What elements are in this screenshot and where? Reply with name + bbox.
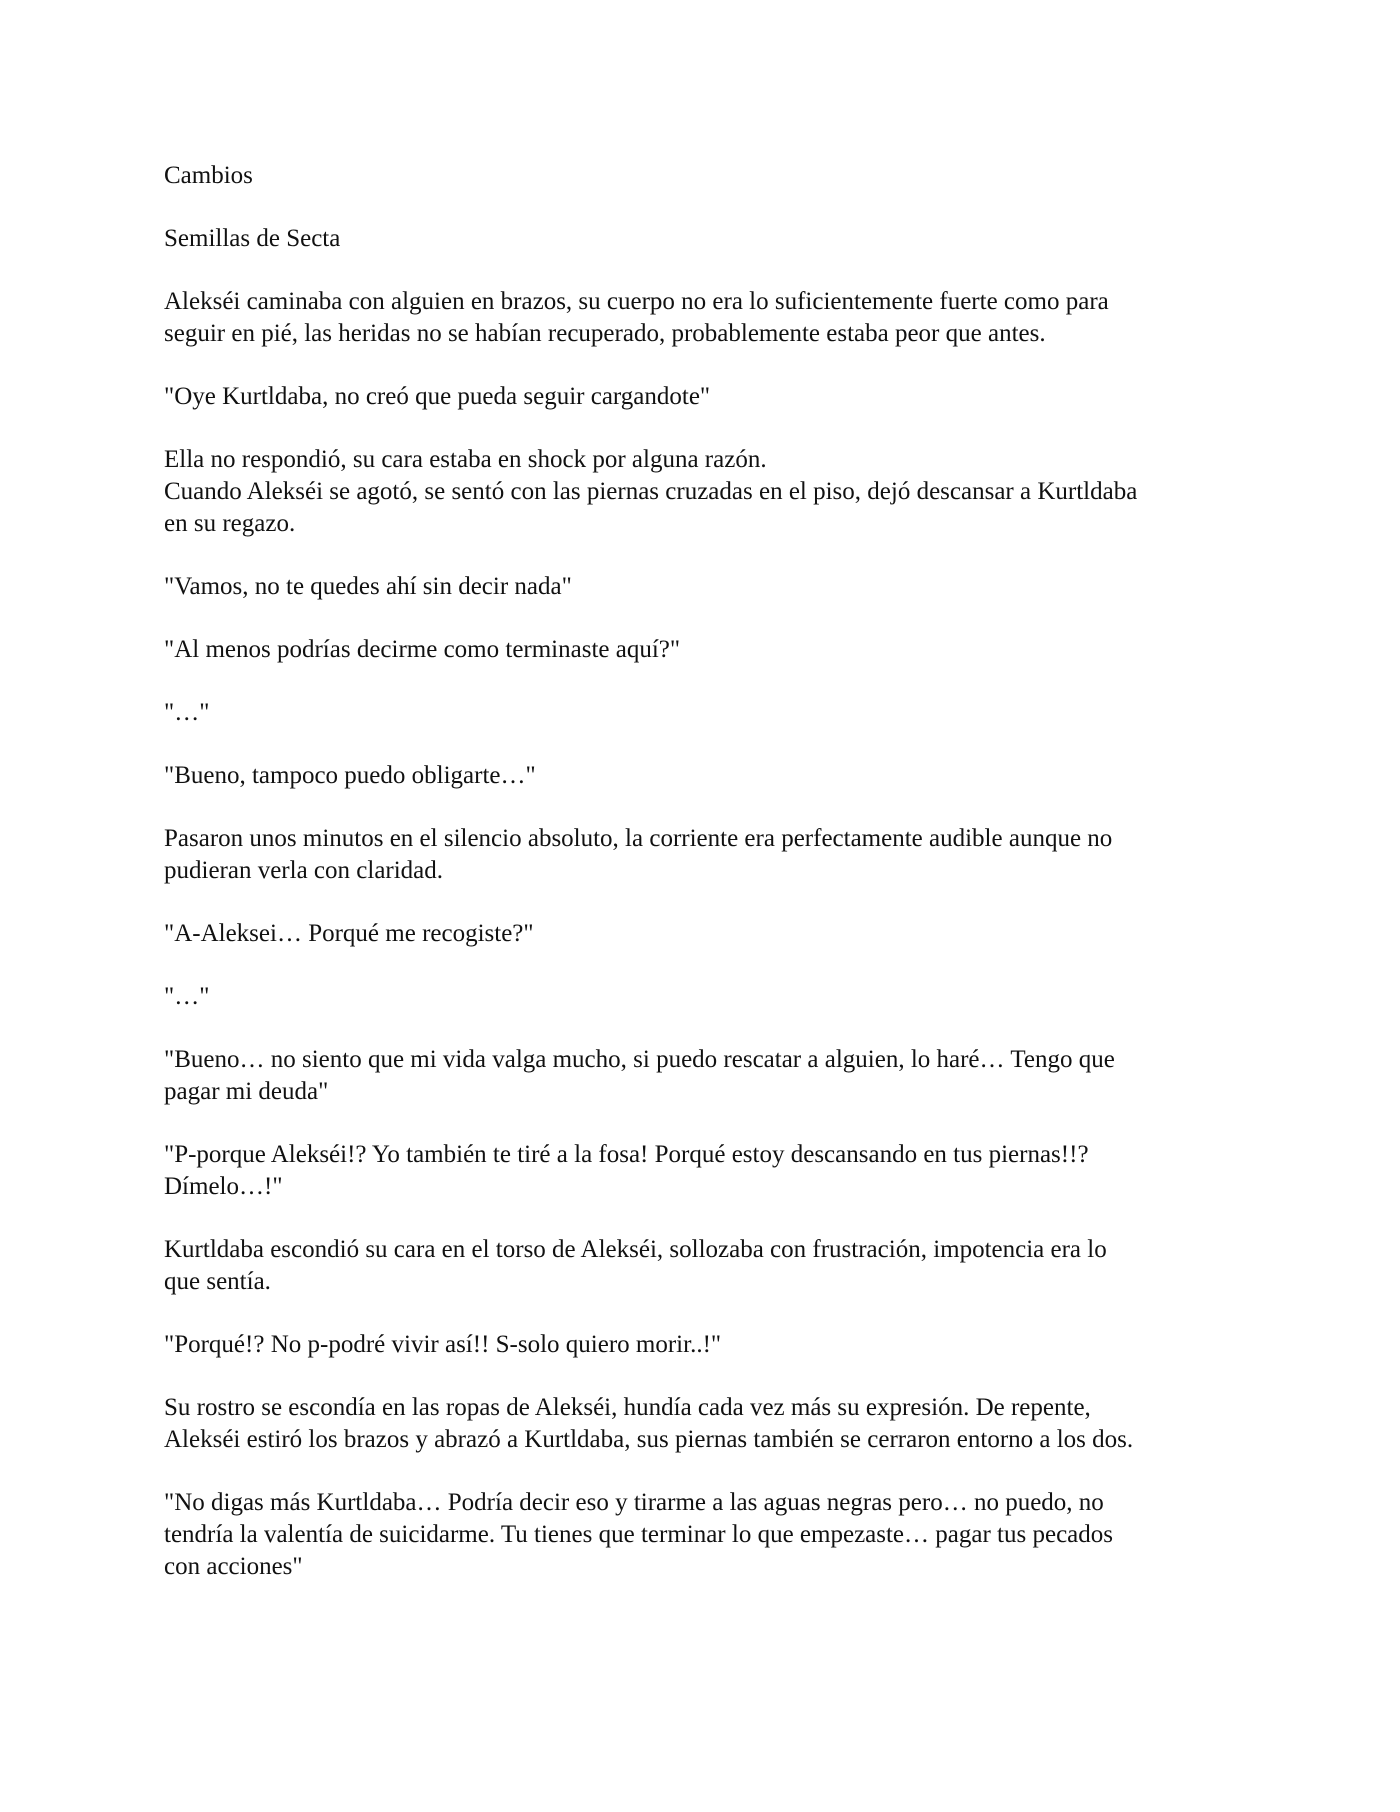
paragraph-line: Su rostro se escondía en las ropas de Alekséi, hundía cada vez más su expresión. De repente, — [164, 1394, 1091, 1421]
paragraph-line: pudieran verla con claridad. — [164, 857, 444, 884]
paragraph — [164, 381, 1254, 413]
paragraph-line: "…" — [164, 699, 210, 726]
paragraph-line: "…" — [164, 983, 210, 1010]
paragraph-line: Ella no respondió, su cara estaba en shock por alguna razón. — [164, 446, 767, 473]
paragraph — [164, 634, 1254, 666]
paragraph — [164, 1044, 1254, 1108]
paragraph — [164, 981, 1254, 1013]
paragraph-line: tendría la valentía de suicidarme. Tu tienes que terminar lo que empezaste… pagar tus pecados — [164, 1521, 1113, 1548]
paragraph — [164, 444, 1254, 540]
paragraph — [164, 760, 1254, 792]
paragraph — [164, 1139, 1254, 1203]
paragraph — [164, 1392, 1254, 1456]
paragraph-line: "Oye Kurtldaba, no creó que pueda seguir cargandote" — [164, 383, 711, 410]
paragraph — [164, 1487, 1254, 1583]
paragraph-line: que sentía. — [164, 1268, 271, 1295]
paragraph-line: "Porqué!? No p-podré vivir así!! S-solo quiero morir..!" — [164, 1331, 722, 1358]
paragraph — [164, 286, 1254, 350]
paragraph-line: "Bueno, tampoco puedo obligarte…" — [164, 762, 536, 789]
paragraph — [164, 1329, 1254, 1361]
document-body — [164, 160, 1254, 1614]
paragraph-line: Dímelo…!" — [164, 1173, 283, 1200]
paragraph — [164, 823, 1254, 887]
document-subtitle: Semillas de Secta — [164, 225, 341, 252]
paragraph-line: Alekséi estiró los brazos y abrazó a Kurtldaba, sus piernas también se cerraron entorno a los dos. — [164, 1426, 1134, 1453]
paragraph-line: Pasaron unos minutos en el silencio absoluto, la corriente era perfectamente audible aunque no — [164, 825, 1113, 852]
paragraph-line: "Al menos podrías decirme como terminaste aquí?" — [164, 636, 681, 663]
paragraph-line: "No digas más Kurtldaba… Podría decir eso y tirarme a las aguas negras pero… no puedo, no — [164, 1489, 1104, 1516]
paragraph — [164, 571, 1254, 603]
paragraph-line: Alekséi caminaba con alguien en brazos, su cuerpo no era lo suficientemente fuerte como para — [164, 288, 1109, 315]
paragraph — [164, 918, 1254, 950]
paragraph-line: "Bueno… no siento que mi vida valga mucho, si puedo rescatar a alguien, lo haré… Tengo que — [164, 1046, 1115, 1073]
document-title: Cambios — [164, 162, 253, 189]
paragraph-line: "Vamos, no te quedes ahí sin decir nada" — [164, 573, 572, 600]
paragraph-list — [164, 286, 1254, 1583]
paragraph-line: "A-Aleksei… Porqué me recogiste?" — [164, 920, 534, 947]
paragraph — [164, 1234, 1254, 1298]
paragraph-line: Kurtldaba escondió su cara en el torso de Alekséi, sollozaba con frustración, impotencia era lo — [164, 1236, 1107, 1263]
paragraph-line: en su regazo. — [164, 510, 296, 537]
paragraph-line: Cuando Alekséi se agotó, se sentó con las piernas cruzadas en el piso, dejó descansar a Kurtldaba — [164, 478, 1138, 505]
paragraph-line: pagar mi deuda" — [164, 1078, 329, 1105]
paragraph-line: seguir en pié, las heridas no se habían recuperado, probablemente estaba peor que antes. — [164, 320, 1046, 347]
paragraph-line: "P-porque Alekséi!? Yo también te tiré a la fosa! Porqué estoy descansando en tus piernas!!? — [164, 1141, 1089, 1168]
paragraph — [164, 697, 1254, 729]
paragraph-line: con acciones" — [164, 1553, 303, 1580]
